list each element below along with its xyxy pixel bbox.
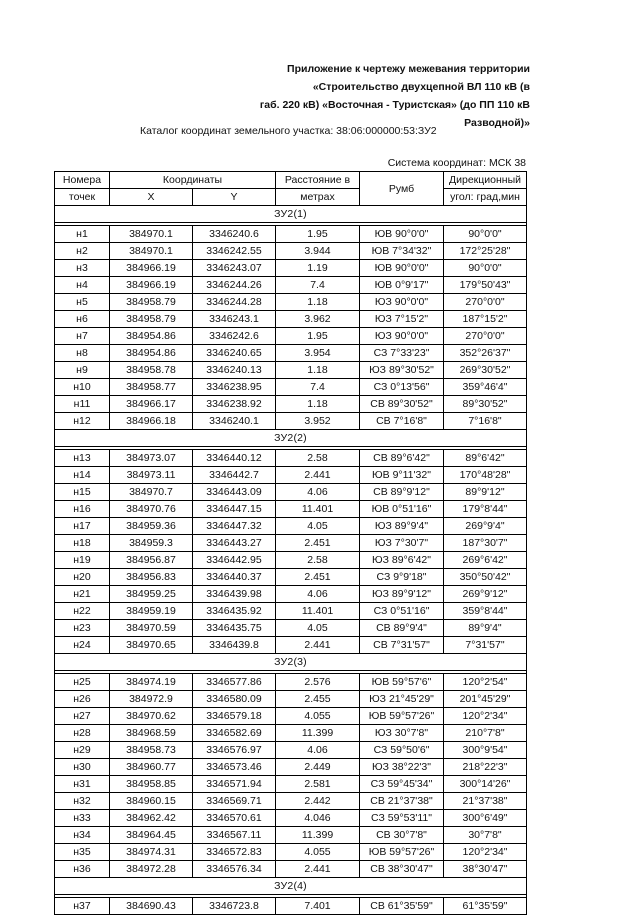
y-coordinate: 3346576.97 xyxy=(193,742,276,759)
distance: 2.58 xyxy=(276,450,360,467)
table-row xyxy=(55,776,527,793)
distance: 2.58 xyxy=(276,552,360,569)
y-coordinate: 3346243.07 xyxy=(193,260,276,277)
direction-angle: 30°7'8" xyxy=(444,827,527,844)
y-coordinate: 3346244.26 xyxy=(193,277,276,294)
x-coordinate: 384970.62 xyxy=(110,708,193,725)
distance: 4.055 xyxy=(276,708,360,725)
point-number: н7 xyxy=(55,328,110,345)
table-row xyxy=(55,294,527,311)
direction-angle: 120°2'54" xyxy=(444,674,527,691)
distance: 2.576 xyxy=(276,674,360,691)
coordinates-header: Координаты xyxy=(110,172,276,189)
y-coordinate: 3346440.12 xyxy=(193,450,276,467)
direction-angle: 201°45'29" xyxy=(444,691,527,708)
header-line-2: «Строительство двухцепной ВЛ 110 кВ (в xyxy=(312,81,530,93)
x-coordinate: 384960.15 xyxy=(110,793,193,810)
rumb: СВ 21°37'38" xyxy=(360,793,444,810)
direction-angle: 179°8'44" xyxy=(444,501,527,518)
point-number: н14 xyxy=(55,467,110,484)
point-number: н33 xyxy=(55,810,110,827)
table-row xyxy=(55,362,527,379)
y-coordinate: 3346439.98 xyxy=(193,586,276,603)
distance: 2.441 xyxy=(276,637,360,654)
x-coordinate: 384974.31 xyxy=(110,844,193,861)
direction-angle: 21°37'38" xyxy=(444,793,527,810)
y-coordinate: 3346244.28 xyxy=(193,294,276,311)
direction-angle: 269°6'42" xyxy=(444,552,527,569)
distance: 3.954 xyxy=(276,345,360,362)
point-number: н12 xyxy=(55,413,110,430)
rumb: СЗ 59°45'34" xyxy=(360,776,444,793)
table-row xyxy=(55,793,527,810)
distance: 11.399 xyxy=(276,725,360,742)
x-coordinate: 384970.59 xyxy=(110,620,193,637)
y-coordinate: 3346238.95 xyxy=(193,379,276,396)
distance: 4.05 xyxy=(276,518,360,535)
document-header xyxy=(110,60,530,132)
direction-angle: 89°6'42" xyxy=(444,450,527,467)
table-row xyxy=(55,674,527,691)
x-coordinate: 384970.1 xyxy=(110,243,193,260)
distance-header: Расстояние в xyxy=(276,172,360,189)
y-coordinate: 3346442.95 xyxy=(193,552,276,569)
x-coordinate: 384966.19 xyxy=(110,277,193,294)
y-coordinate: 3346571.94 xyxy=(193,776,276,793)
direction-angle: 187°30'7" xyxy=(444,535,527,552)
distance: 2.441 xyxy=(276,467,360,484)
x-coordinate: 384958.79 xyxy=(110,311,193,328)
point-number: н36 xyxy=(55,861,110,878)
direction-angle: 218°22'3" xyxy=(444,759,527,776)
direction-angle: 90°0'0" xyxy=(444,226,527,243)
point-number: н18 xyxy=(55,535,110,552)
y-coordinate: 3346443.09 xyxy=(193,484,276,501)
y-coordinate: 3346572.83 xyxy=(193,844,276,861)
y-coordinate: 3346569.71 xyxy=(193,793,276,810)
point-number: н34 xyxy=(55,827,110,844)
distance: 4.05 xyxy=(276,620,360,637)
y-coordinate: 3346243.1 xyxy=(193,311,276,328)
rumb: ЮЗ 7°30'7" xyxy=(360,535,444,552)
table-row xyxy=(55,898,527,915)
table-row xyxy=(55,725,527,742)
y-coordinate: 3346723.8 xyxy=(193,898,276,915)
table-row xyxy=(55,637,527,654)
point-number: н27 xyxy=(55,708,110,725)
rumb: СЗ 59°53'11" xyxy=(360,810,444,827)
x-coordinate: 384973.11 xyxy=(110,467,193,484)
x-coordinate: 384956.87 xyxy=(110,552,193,569)
table-row xyxy=(55,328,527,345)
rumb: СЗ 9°9'18" xyxy=(360,569,444,586)
table-row xyxy=(55,759,527,776)
direction-angle: 89°30'52" xyxy=(444,396,527,413)
point-number: н20 xyxy=(55,569,110,586)
x-coordinate: 384964.45 xyxy=(110,827,193,844)
distance: 2.451 xyxy=(276,569,360,586)
x-coordinate: 384958.85 xyxy=(110,776,193,793)
rumb: СВ 89°9'4" xyxy=(360,620,444,637)
x-coordinate: 384958.78 xyxy=(110,362,193,379)
point-number: н4 xyxy=(55,277,110,294)
table-row xyxy=(55,742,527,759)
table-row xyxy=(55,844,527,861)
distance: 4.06 xyxy=(276,586,360,603)
distance: 1.19 xyxy=(276,260,360,277)
y-coordinate: 3346240.65 xyxy=(193,345,276,362)
section-title: ЗУ2(4) xyxy=(55,878,527,895)
y-coordinate: 3346443.27 xyxy=(193,535,276,552)
rumb: СЗ 0°51'16" xyxy=(360,603,444,620)
rumb: ЮВ 7°34'32" xyxy=(360,243,444,260)
direction-angle: 269°9'12" xyxy=(444,586,527,603)
x-coordinate: 384970.1 xyxy=(110,226,193,243)
distance: 2.449 xyxy=(276,759,360,776)
direction-angle: 350°50'42" xyxy=(444,569,527,586)
table-row xyxy=(55,810,527,827)
direction-angle: 359°46'4" xyxy=(444,379,527,396)
direction-angle: 7°31'57" xyxy=(444,637,527,654)
rumb: СЗ 59°50'6" xyxy=(360,742,444,759)
direction-angle: 120°2'34" xyxy=(444,844,527,861)
header-line-1: Приложение к чертежу межевания территории xyxy=(287,63,530,75)
x-coordinate: 384974.19 xyxy=(110,674,193,691)
table-row xyxy=(55,311,527,328)
direction-angle: 38°30'47" xyxy=(444,861,527,878)
x-coordinate: 384966.19 xyxy=(110,260,193,277)
distance: 3.952 xyxy=(276,413,360,430)
y-coordinate: 3346579.18 xyxy=(193,708,276,725)
point-number: н17 xyxy=(55,518,110,535)
point-number: н37 xyxy=(55,898,110,915)
x-coordinate: 384690.43 xyxy=(110,898,193,915)
direction-angle: 300°6'49" xyxy=(444,810,527,827)
distance: 2.442 xyxy=(276,793,360,810)
table-row xyxy=(55,345,527,362)
rumb: ЮВ 59°57'26" xyxy=(360,708,444,725)
y-coordinate: 3346567.11 xyxy=(193,827,276,844)
direction-angle: 269°30'52" xyxy=(444,362,527,379)
distance: 3.944 xyxy=(276,243,360,260)
distance: 2.581 xyxy=(276,776,360,793)
distance: 11.399 xyxy=(276,827,360,844)
section-title: ЗУ2(1) xyxy=(55,206,527,223)
y-coordinate: 3346240.6 xyxy=(193,226,276,243)
x-coordinate: 384973.07 xyxy=(110,450,193,467)
distance: 1.18 xyxy=(276,362,360,379)
direction-angle: 172°25'28" xyxy=(444,243,527,260)
rumb: ЮВ 9°11'32" xyxy=(360,467,444,484)
distance: 2.441 xyxy=(276,861,360,878)
y-coordinate: 3346442.7 xyxy=(193,467,276,484)
rumb: ЮЗ 90°0'0" xyxy=(360,294,444,311)
point-number: н22 xyxy=(55,603,110,620)
point-number: н9 xyxy=(55,362,110,379)
x-coordinate: 384954.86 xyxy=(110,345,193,362)
table-row xyxy=(55,861,527,878)
y-coordinate: 3346439.8 xyxy=(193,637,276,654)
distance: 7.4 xyxy=(276,277,360,294)
rumb: ЮЗ 30°7'8" xyxy=(360,725,444,742)
x-coordinate: 384970.65 xyxy=(110,637,193,654)
point-number: н16 xyxy=(55,501,110,518)
direction-angle: 7°16'8" xyxy=(444,413,527,430)
table-row xyxy=(55,708,527,725)
table-row xyxy=(55,379,527,396)
rumb: СВ 61°35'59" xyxy=(360,898,444,915)
x-coordinate: 384966.18 xyxy=(110,413,193,430)
x-coordinate: 384968.59 xyxy=(110,725,193,742)
rumb: СВ 7°16'8" xyxy=(360,413,444,430)
header-line-4: Разводной)» xyxy=(464,117,530,129)
y-coordinate: 3346440.37 xyxy=(193,569,276,586)
table-body xyxy=(55,206,527,915)
point-number: н24 xyxy=(55,637,110,654)
distance: 4.055 xyxy=(276,844,360,861)
direction-angle: 179°50'43" xyxy=(444,277,527,294)
x-coordinate: 384966.17 xyxy=(110,396,193,413)
rumb: ЮЗ 89°9'4" xyxy=(360,518,444,535)
section-row xyxy=(55,206,527,223)
rumb: СВ 89°6'42" xyxy=(360,450,444,467)
distance-header-sub: метрах xyxy=(276,189,360,206)
table-row xyxy=(55,620,527,637)
table-row xyxy=(55,691,527,708)
direction-angle: 300°9'54" xyxy=(444,742,527,759)
y-coordinate: 3346577.86 xyxy=(193,674,276,691)
point-number: н30 xyxy=(55,759,110,776)
distance: 2.455 xyxy=(276,691,360,708)
table-row xyxy=(55,413,527,430)
y-coordinate: 3346573.46 xyxy=(193,759,276,776)
angle-header-sub: угол: град,мин xyxy=(444,189,527,206)
point-number: н25 xyxy=(55,674,110,691)
point-number: н31 xyxy=(55,776,110,793)
section-row xyxy=(55,878,527,895)
rumb: СВ 30°7'8" xyxy=(360,827,444,844)
distance: 7.4 xyxy=(276,379,360,396)
table-row xyxy=(55,396,527,413)
distance: 4.06 xyxy=(276,484,360,501)
x-coordinate: 384956.83 xyxy=(110,569,193,586)
y-coordinate: 3346240.13 xyxy=(193,362,276,379)
x-coordinate: 384958.73 xyxy=(110,742,193,759)
coordinate-system-label: Система координат: МСК 38 xyxy=(387,157,526,169)
direction-angle: 270°0'0" xyxy=(444,294,527,311)
table-row xyxy=(55,260,527,277)
direction-angle: 170°48'28" xyxy=(444,467,527,484)
point-number: н28 xyxy=(55,725,110,742)
y-coordinate: 3346435.92 xyxy=(193,603,276,620)
point-number: н29 xyxy=(55,742,110,759)
point-number: н10 xyxy=(55,379,110,396)
x-header: X xyxy=(110,189,193,206)
distance: 1.95 xyxy=(276,226,360,243)
table-row xyxy=(55,552,527,569)
y-coordinate: 3346580.09 xyxy=(193,691,276,708)
direction-angle: 61°35'59" xyxy=(444,898,527,915)
table-row xyxy=(55,569,527,586)
distance: 11.401 xyxy=(276,603,360,620)
direction-angle: 300°14'26" xyxy=(444,776,527,793)
point-number: н23 xyxy=(55,620,110,637)
rumb: ЮЗ 21°45'29" xyxy=(360,691,444,708)
distance: 3.962 xyxy=(276,311,360,328)
table-row xyxy=(55,535,527,552)
direction-angle: 270°0'0" xyxy=(444,328,527,345)
distance: 11.401 xyxy=(276,501,360,518)
table-header xyxy=(55,172,527,206)
point-number: н13 xyxy=(55,450,110,467)
direction-angle: 210°7'8" xyxy=(444,725,527,742)
rumb: СВ 89°30'52" xyxy=(360,396,444,413)
table-row xyxy=(55,501,527,518)
table-row xyxy=(55,226,527,243)
rumb: ЮВ 59°57'6" xyxy=(360,674,444,691)
section-row xyxy=(55,654,527,671)
direction-angle: 269°9'4" xyxy=(444,518,527,535)
rumb-header: Румб xyxy=(360,172,444,206)
rumb: ЮЗ 89°30'52" xyxy=(360,362,444,379)
y-coordinate: 3346238.92 xyxy=(193,396,276,413)
table-row xyxy=(55,518,527,535)
x-coordinate: 384960.77 xyxy=(110,759,193,776)
x-coordinate: 384959.25 xyxy=(110,586,193,603)
rumb: СЗ 7°33'23" xyxy=(360,345,444,362)
point-number: н32 xyxy=(55,793,110,810)
rumb: ЮВ 90°0'0" xyxy=(360,226,444,243)
rumb: СВ 7°31'57" xyxy=(360,637,444,654)
rumb: ЮВ 0°9'17" xyxy=(360,277,444,294)
distance: 1.95 xyxy=(276,328,360,345)
table-row xyxy=(55,484,527,501)
rumb: ЮЗ 89°9'12" xyxy=(360,586,444,603)
point-number: н15 xyxy=(55,484,110,501)
table-row xyxy=(55,827,527,844)
direction-angle: 90°0'0" xyxy=(444,260,527,277)
direction-angle: 359°8'44" xyxy=(444,603,527,620)
rumb: ЮВ 0°51'16" xyxy=(360,501,444,518)
rumb: ЮЗ 38°22'3" xyxy=(360,759,444,776)
rumb: СВ 89°9'12" xyxy=(360,484,444,501)
distance: 2.451 xyxy=(276,535,360,552)
y-coordinate: 3346447.32 xyxy=(193,518,276,535)
y-header: Y xyxy=(193,189,276,206)
y-coordinate: 3346576.34 xyxy=(193,861,276,878)
x-coordinate: 384972.9 xyxy=(110,691,193,708)
coordinates-table xyxy=(54,171,527,915)
direction-angle: 352°26'37" xyxy=(444,345,527,362)
table-row xyxy=(55,467,527,484)
x-coordinate: 384962.42 xyxy=(110,810,193,827)
point-number: н8 xyxy=(55,345,110,362)
section-title: ЗУ2(3) xyxy=(55,654,527,671)
rumb: ЮВ 90°0'0" xyxy=(360,260,444,277)
y-coordinate: 3346240.1 xyxy=(193,413,276,430)
distance: 4.046 xyxy=(276,810,360,827)
table-row xyxy=(55,586,527,603)
section-title: ЗУ2(2) xyxy=(55,430,527,447)
points-header: Номера xyxy=(55,172,110,189)
direction-angle: 89°9'4" xyxy=(444,620,527,637)
rumb: ЮЗ 90°0'0" xyxy=(360,328,444,345)
section-row xyxy=(55,430,527,447)
point-number: н2 xyxy=(55,243,110,260)
y-coordinate: 3346242.6 xyxy=(193,328,276,345)
x-coordinate: 384958.79 xyxy=(110,294,193,311)
x-coordinate: 384959.36 xyxy=(110,518,193,535)
points-header-sub: точек xyxy=(55,189,110,206)
point-number: н6 xyxy=(55,311,110,328)
distance: 4.06 xyxy=(276,742,360,759)
distance: 1.18 xyxy=(276,294,360,311)
point-number: н35 xyxy=(55,844,110,861)
direction-angle: 89°9'12" xyxy=(444,484,527,501)
point-number: н1 xyxy=(55,226,110,243)
distance: 1.18 xyxy=(276,396,360,413)
y-coordinate: 3346242.55 xyxy=(193,243,276,260)
table-row xyxy=(55,603,527,620)
x-coordinate: 384954.86 xyxy=(110,328,193,345)
table-row xyxy=(55,450,527,467)
rumb: ЮЗ 89°6'42" xyxy=(360,552,444,569)
point-number: н3 xyxy=(55,260,110,277)
x-coordinate: 384959.19 xyxy=(110,603,193,620)
x-coordinate: 384958.77 xyxy=(110,379,193,396)
rumb: ЮВ 59°57'26" xyxy=(360,844,444,861)
y-coordinate: 3346570.61 xyxy=(193,810,276,827)
rumb: ЮЗ 7°15'2" xyxy=(360,311,444,328)
point-number: н21 xyxy=(55,586,110,603)
distance: 7.401 xyxy=(276,898,360,915)
point-number: н5 xyxy=(55,294,110,311)
x-coordinate: 384970.7 xyxy=(110,484,193,501)
point-number: н26 xyxy=(55,691,110,708)
rumb: СВ 38°30'47" xyxy=(360,861,444,878)
table-row xyxy=(55,243,527,260)
x-coordinate: 384972.28 xyxy=(110,861,193,878)
rumb: СЗ 0°13'56" xyxy=(360,379,444,396)
catalog-label: Каталог координат земельного участка: 38:06:000000:53:ЗУ2 xyxy=(140,125,437,137)
direction-angle: 187°15'2" xyxy=(444,311,527,328)
y-coordinate: 3346435.75 xyxy=(193,620,276,637)
direction-angle: 120°2'34" xyxy=(444,708,527,725)
table-row xyxy=(55,277,527,294)
x-coordinate: 384970.76 xyxy=(110,501,193,518)
point-number: н19 xyxy=(55,552,110,569)
y-coordinate: 3346447.15 xyxy=(193,501,276,518)
header-line-3: габ. 220 кВ) «Восточная - Туристская» (до ПП 110 кВ xyxy=(259,99,530,111)
point-number: н11 xyxy=(55,396,110,413)
angle-header: Дирекционный xyxy=(444,172,527,189)
y-coordinate: 3346582.69 xyxy=(193,725,276,742)
x-coordinate: 384959.3 xyxy=(110,535,193,552)
